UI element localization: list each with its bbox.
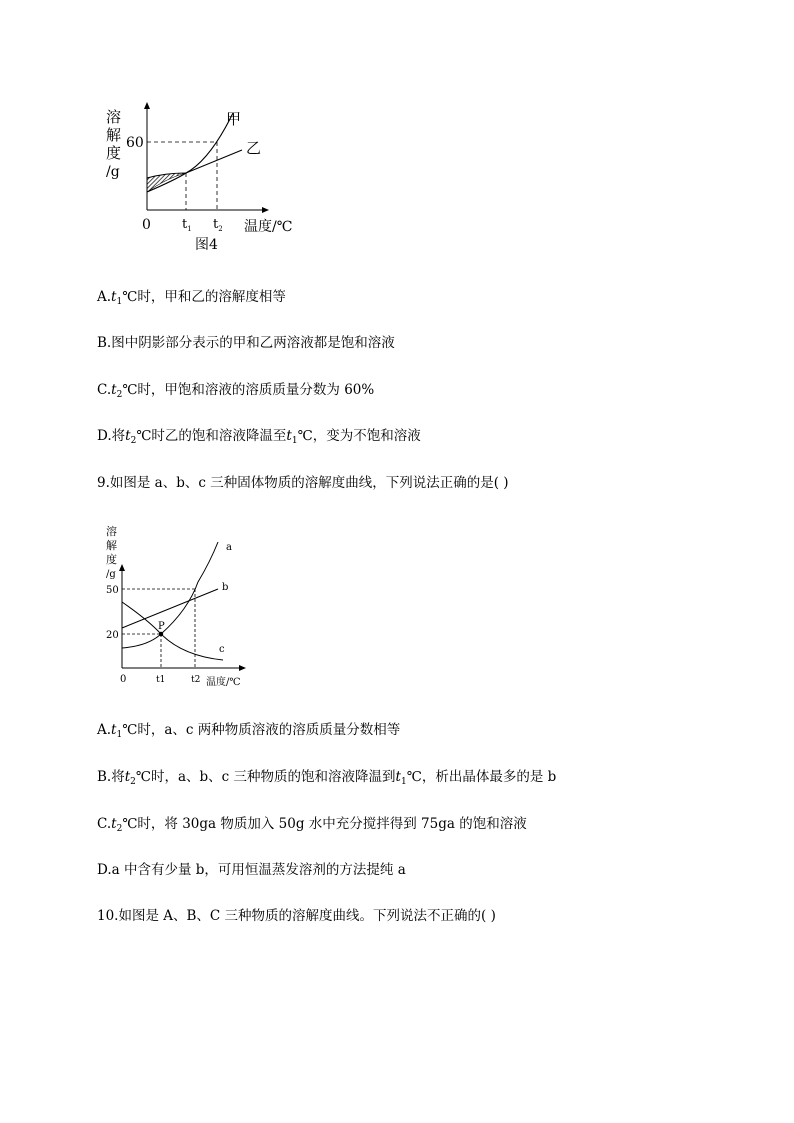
ylabel-char: 溶 (106, 108, 122, 126)
q8-option-d: D.将$t_2℃$时乙的饱和溶液降温至$t_1℃$，变为不饱和溶液 (97, 428, 421, 446)
x-axis-label: 温度/℃ (206, 677, 241, 688)
q9-option-d: D.a 中含有少量 b，可用恒温蒸发溶剂的方法提纯 a (97, 862, 406, 878)
ylabel-char: 度 (106, 144, 122, 162)
solubility-chart-4 (95, 100, 315, 260)
q9-stem: 9.如图是 a、b、c 三种固体物质的溶解度曲线，下列说法正确的是( ) (97, 475, 509, 491)
curve-c (122, 602, 223, 660)
q8-option-a: $A.t_1℃$时，甲和乙的溶解度相等 (97, 289, 286, 307)
ylabel-char: /g (106, 164, 120, 180)
ylabel-char: 解 (106, 539, 117, 552)
ylabel-char: 溶 (106, 525, 117, 538)
curve-label-jia: 甲 (226, 110, 242, 128)
curve-label-b: b (222, 582, 229, 593)
q8-option-b: B.图中阴影部分表示的甲和乙两溶液都是饱和溶液 (97, 335, 395, 351)
curve-yi (147, 150, 242, 178)
y-axis-arrow (119, 564, 125, 571)
y-tick-label-50: 50 (106, 585, 119, 596)
curve-label-c: c (219, 644, 225, 655)
x-axis-label: 温度/℃ (244, 219, 293, 235)
x-tick-label-t2: t2 (191, 675, 201, 685)
q9-option-c: $C.t_2℃$时，将 30ga 物质加入 50g 水中充分搅拌得到 75ga 的饱和溶液 (97, 816, 527, 834)
curve-label-yi: 乙 (246, 139, 262, 157)
point-label-p: P (158, 621, 165, 632)
q9-option-b: B.将$t_2℃$时，a、b、c 三种物质的饱和溶液降温到$t_1℃$，析出晶体最多的是 b (97, 769, 557, 787)
x-tick-label-t1: t1 (156, 675, 166, 685)
solubility-chart-q9 (98, 522, 258, 694)
y-tick-label-20: 20 (106, 630, 119, 641)
origin-label: 0 (142, 217, 151, 233)
curve-b (122, 589, 218, 628)
x-tick-label-t1: $t_1$ (182, 217, 192, 233)
q9-option-a: $A.t_1℃$时，a、c 两种物质溶液的溶质质量分数相等 (97, 722, 401, 740)
ylabel-char: 度 (106, 553, 117, 566)
solubility-figure-q9 (98, 522, 258, 694)
q10-stem: 10.如图是 A、B、C 三种物质的溶解度曲线。下列说法不正确的( ) (97, 908, 496, 924)
ylabel-char: /g (106, 569, 116, 580)
origin-label: 0 (120, 674, 127, 685)
ylabel-char: 解 (106, 126, 122, 144)
curve-label-a: a (226, 542, 232, 553)
y-axis-arrow (144, 102, 150, 109)
x-axis-arrow (239, 665, 246, 671)
x-axis-arrow (262, 207, 269, 213)
x-tick-label-t2: $t_2$ (213, 217, 223, 233)
y-tick-label: 60 (126, 135, 144, 151)
figure-caption: 图4 (195, 237, 218, 253)
solubility-figure-4 (95, 100, 315, 260)
intersection-point-p (159, 632, 163, 636)
q8-option-c: $C.t_2℃$时，甲饱和溶液的溶质质量分数为 60% (97, 382, 375, 400)
